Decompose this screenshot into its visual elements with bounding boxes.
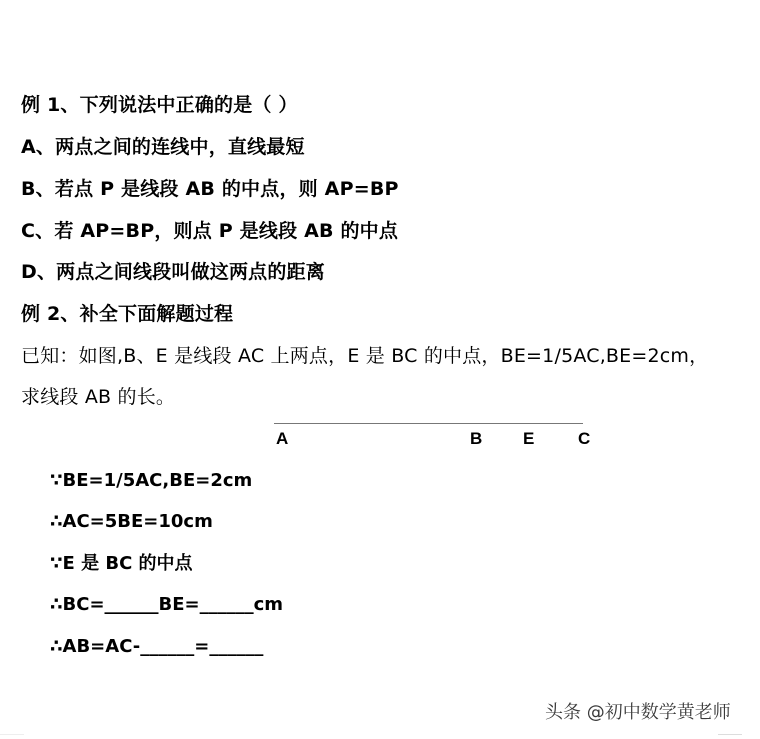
segment-ac-line — [274, 423, 583, 424]
given-statement: 已知：如图,B、E 是线段 AC 上两点，E 是 BC 的中点，BE=1/5AC,BE=2cm， — [21, 345, 709, 367]
point-label-b: B — [470, 429, 483, 448]
question-statement: 求线段 AB 的长。 — [21, 386, 176, 408]
example2-title: 例 2、补全下面解题过程 — [21, 303, 234, 325]
example1-title: 例 1、下列说法中正确的是（ ） — [21, 94, 298, 116]
corner-mark — [718, 734, 742, 739]
point-label-c: C — [578, 429, 591, 448]
option-b: B、若点 P 是线段 AB 的中点，则 AP=BP — [21, 178, 399, 200]
point-label-a: A — [276, 429, 289, 448]
solution-step-5: ∴AB=AC-______=______ — [50, 636, 264, 657]
watermark: 头条 @初中数学黄老师 — [545, 702, 731, 723]
option-d: D、两点之间线段叫做这两点的距离 — [21, 261, 325, 283]
left-corner-mark — [0, 734, 24, 739]
point-label-e: E — [523, 429, 535, 448]
solution-step-2: ∴AC=5BE=10cm — [50, 511, 213, 532]
solution-step-3: ∵E 是 BC 的中点 — [50, 553, 193, 574]
option-c: C、若 AP=BP，则点 P 是线段 AB 的中点 — [21, 220, 399, 242]
solution-step-4: ∴BC=______BE=______cm — [50, 594, 284, 615]
solution-step-1: ∵BE=1/5AC,BE=2cm — [50, 470, 253, 491]
option-a: A、两点之间的连线中，直线最短 — [21, 136, 305, 158]
